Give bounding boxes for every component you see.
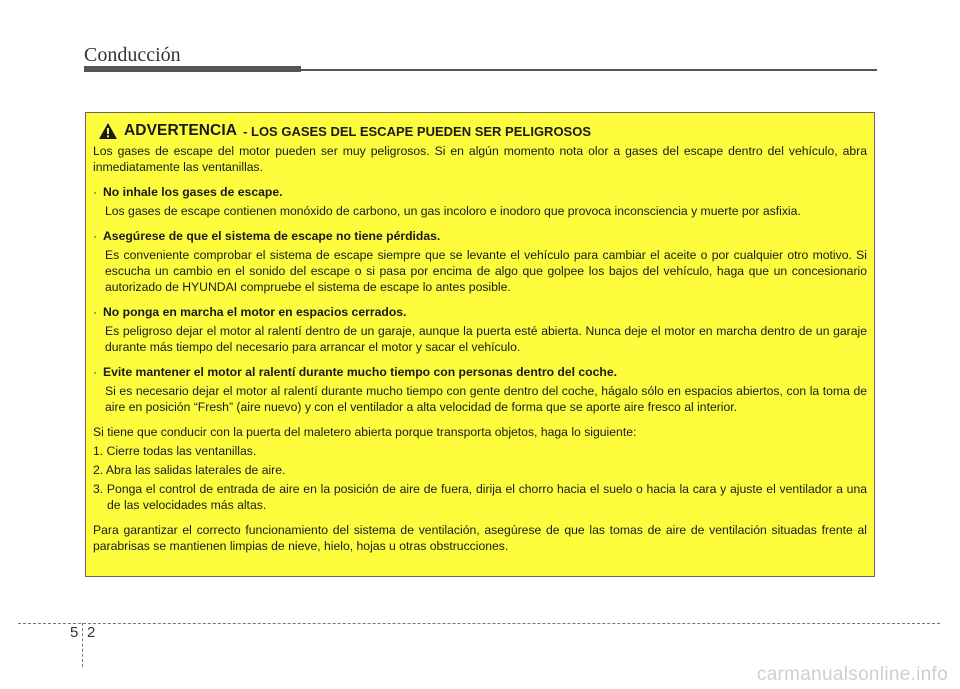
warning-label: ADVERTENCIA	[124, 122, 238, 139]
bullet-body: Es conveniente comprobar el sistema de escape siempre que se levante el vehículo para cambiar el aceite o por cualquier otro motivo. Si escucha un cambio en el sonido del escape o si pasa por encima de algo que golpee los bajos del vehículo, haga que un concesionario autorizado de HYUNDAI compruebe el sistema de escape lo antes posible.	[105, 248, 867, 294]
bullet-title: · No inhale los gases de escape.	[93, 185, 283, 199]
footer-dashed-rule	[18, 623, 940, 624]
bullet-title: · No ponga en marcha el motor en espacios cerrados.	[93, 305, 407, 319]
trunk-intro: Si tiene que conducir con la puerta del maletero abierta porque transporta objetos, haga lo siguiente:	[93, 425, 637, 439]
warning-intro: Los gases de escape del motor pueden ser muy peligrosos. Si en algún momento nota olor a gases del escape dentro del vehículo, abra inmediatamente las ventanillas.	[93, 144, 867, 174]
bullet-title: · Evite mantener el motor al ralentí durante mucho tiempo con personas dentro del coche.	[93, 365, 618, 379]
bullet-body: Es peligroso dejar el motor al ralentí dentro de un garaje, aunque la puerta esté abierta. Nunca deje el motor en marcha dentro de un garaje durante más tiempo del necesario para arrancar el motor y sacar el vehículo.	[105, 324, 867, 354]
warning-triangle-icon	[98, 122, 118, 140]
warning-box	[85, 112, 875, 577]
bullet-title: · Asegúrese de que el sistema de escape no tiene pérdidas.	[93, 229, 441, 243]
warning-subtitle: - LOS GASES DEL ESCAPE PUEDEN SER PELIGROSOS	[243, 123, 592, 139]
watermark: carmanualsonline.info	[756, 664, 948, 685]
page-number: 2	[87, 624, 96, 641]
header-rule-thick	[84, 66, 301, 72]
warning-heading	[93, 122, 867, 140]
page-header-title: Conducción	[84, 44, 181, 66]
step-item: 2. Abra las salidas laterales de aire.	[93, 463, 286, 477]
closing-paragraph: Para garantizar el correcto funcionamiento del sistema de ventilación, asegúrese de que las tomas de aire de ventilación situadas frente al parabrisas se mantienen limpias de nieve, hielo, hojas u otras obstrucciones.	[93, 523, 867, 553]
header-rule-thin	[301, 69, 877, 71]
chapter-number: 5	[70, 624, 79, 641]
bullet-body: Si es necesario dejar el motor al ralentí durante mucho tiempo con gente dentro del coche, hágalo sólo en espacios abiertos, con la toma de aire en posición “Fresh” (aire nuevo) y con el ventilador a alta velocidad de forma que se aporte aire fresco al interior.	[105, 384, 867, 414]
bullet-body: Los gases de escape contienen monóxido de carbono, un gas incoloro e inodoro que provoca inconsciencia y muerte por asfixia.	[105, 204, 801, 218]
step-item: 3. Ponga el control de entrada de aire en la posición de aire de fuera, dirija el chorro hacia el suelo o hacia la cara y ajuste el ventilador a una de las velocidades más altas.	[93, 482, 867, 512]
step-item: 1. Cierre todas las ventanillas.	[93, 444, 257, 458]
footer-dashed-divider	[82, 623, 83, 667]
